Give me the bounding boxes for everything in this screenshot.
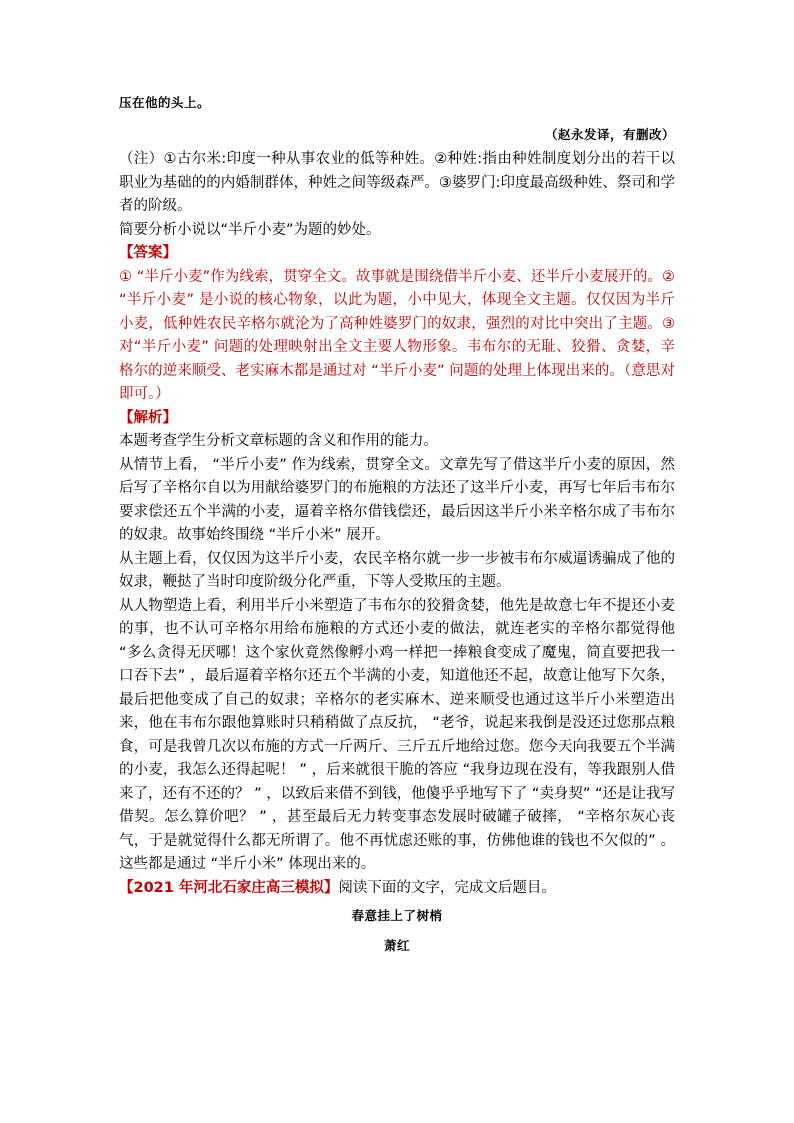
story-author: 萧红 (383, 937, 410, 953)
footnote: （注）①古尔米:印度一种从事农业的低等种姓。②种姓:指由种姓制度划分出的若干以职业为基础的的内婚制群体，种姓之间等级森严。③婆罗门:印度最高级种姓、祭司和学者的阶级。 (119, 151, 675, 214)
source-credit: （赵永发译，有删改） (544, 126, 675, 142)
analysis-intro: 本题考查学生分析文章标题的含义和作用的能力。 (119, 433, 438, 449)
analysis-theme: 从主题上看，仅仅因为这半斤小麦，农民辛格尔就一步一步被韦布尔威逼诱骗成了他的奴隶，鞭挞了当时印度阶级分化严重，下等人受欺压的主题。 (119, 550, 675, 590)
story-title: 春意挂上了树梢 (351, 908, 443, 923)
analysis-plot: 从情节上看， “半斤小麦” 作为线索，贯穿全文。文章先写了借这半斤小麦的原因，然后写了辛格尔自以为用献给婆罗门的布施粮的方法还了这半斤小麦，再写七年后韦布尔要求偿还五个半满的小麦，逼着辛格尔借钱偿还，最后因这半斤小米辛格尔成了韦布尔的奴隶。故事始终围绕 “半斤小米” 展开。 (119, 456, 675, 543)
answer-tag: 【答案】 (119, 245, 177, 261)
question-text: 简要分析小说以“半斤小麦”为题的妙处。 (119, 221, 381, 238)
document-body (119, 91, 675, 957)
story-ending-line: 压在他的头上。 (119, 95, 211, 110)
analysis-character: 从人物塑造上看，利用半斤小米塑造了韦布尔的狡猾贪婪，他先是故意七年不提还小麦的事，也不认可辛格尔用给布施粮的方式还小麦的做法，就连老实的辛格尔都觉得他 “多么贪得无厌哪！这个家伙竟然像孵小鸡一样把一捧粮食变成了魔鬼，简直要把我一口吞下去” ，最后逼着辛格尔还五个半满的小麦，知道他还不起，故意让他写下欠条，最后把他变成了自己的奴隶；辛格尔的老实麻木、逆来顺受也通过这半斤小米塑造出来，他在韦布尔跟他算账时只稍稍做了点反抗， “老爷，说起来我倒是没还过您那点粮食，可是我曾几次以布施的方式一斤两斤、三斤五斤地给过您。您今天向我要五个半满的小麦，我怎么还得起呢！ ” ，后来就很干脆的答应 “我身边现在没有，等我跟别人借来了，还有不还的？ ” ，以致后来借不到钱，他傻乎乎地写下了 “卖身契” “还是让我写借契。怎么算价吧？ ” ，甚至最后无力转变事态发展时破罐子破摔， “辛格尔灰心丧气，于是就觉得什么都无所谓了。他不再忧虑还账的事，仿佛他谁的钱也不欠似的” 。这些都是通过 “半斤小米” 体现出来的。 (119, 597, 675, 872)
answer-text: ① “半斤小麦”作为线索，贯穿全文。故事就是围绕借半斤小麦、还半斤小麦展开的。② “半斤小麦” 是小说的核心物象，以此为题，小中见大，体现全文主题。仅仅因为半斤小麦，低种姓农民辛格尔就沦为了高种姓婆罗门的奴隶，强烈的对比中突出了主题。③对“半斤小麦” 问题的处理映射出全文主要人物形象。韦布尔的无耻、狡猾、贪婪，辛格尔的逆来顺受、老实麻木都是通过对 “半斤小麦” 问题的处理上体现出来的。（意思对即可。） (119, 268, 675, 402)
analysis-tag: 【解析】 (119, 409, 177, 426)
reading-instruction: 阅读下面的文字，完成文后题目。 (338, 879, 556, 896)
exam-source-tag: 【2021 年河北石家庄高三模拟】 (119, 879, 339, 896)
next-question-header (119, 877, 675, 901)
